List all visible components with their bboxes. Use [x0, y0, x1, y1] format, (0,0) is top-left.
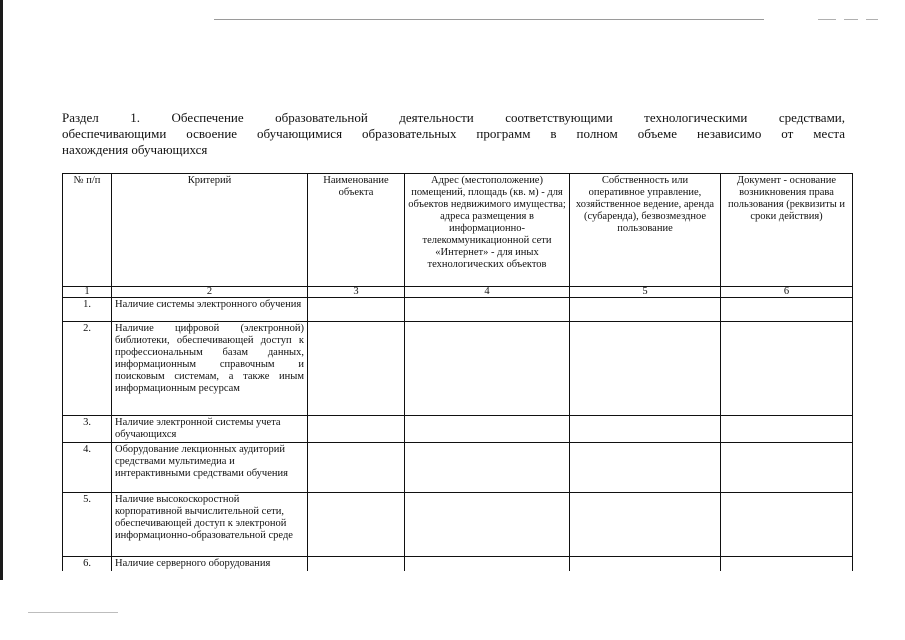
- row-number: 3.: [63, 416, 112, 443]
- header-ownership: Собственность или оперативное управление, хозяйственное ведение, аренда (субаренда), безвозмездное пользование: [570, 174, 721, 287]
- table-row: [63, 298, 853, 322]
- table-row: [63, 443, 853, 493]
- row-criterion: Наличие системы электронного обучения: [112, 298, 308, 322]
- row-criterion: Наличие электронной системы учета обучающихся: [112, 416, 308, 443]
- cell-empty: [570, 322, 721, 416]
- header-criterion: Критерий: [112, 174, 308, 287]
- column-number: 1: [63, 287, 112, 298]
- column-number: 6: [721, 287, 853, 298]
- cell-empty: [308, 557, 405, 572]
- table-row: [63, 416, 853, 443]
- section-heading-line: Раздел 1. Обеспечение образовательной деятельности соответствующими технологическими средствами,: [62, 110, 845, 125]
- column-number: 5: [570, 287, 721, 298]
- column-numbers-row: [63, 287, 853, 298]
- cell-empty: [570, 298, 721, 322]
- scan-top-line: [214, 19, 764, 20]
- cell-empty: [308, 416, 405, 443]
- section-heading-line: нахождения обучающихся: [62, 142, 208, 157]
- header-address: Адрес (местоположение) помещений, площадь (кв. м) - для объектов недвижимого имущества; адреса размещения в информационно-телекоммуникационной сети «Интернет» - для иных технологических объектов: [405, 174, 570, 287]
- cell-empty: [405, 322, 570, 416]
- scan-top-dash: [844, 19, 858, 20]
- cell-empty: [308, 493, 405, 557]
- cell-empty: [721, 493, 853, 557]
- cell-empty: [405, 298, 570, 322]
- row-number: 1.: [63, 298, 112, 322]
- cell-empty: [570, 443, 721, 493]
- scan-top-dash: [818, 19, 836, 20]
- row-number: 4.: [63, 443, 112, 493]
- cell-empty: [721, 443, 853, 493]
- scan-top-dash: [866, 19, 878, 20]
- section-heading-line: обеспечивающими освоение обучающимися образовательных программ в полном объеме независимо от места: [62, 126, 845, 141]
- scan-left-edge: [0, 0, 3, 580]
- row-criterion: Наличие цифровой (электронной) библиотеки, обеспечивающей доступ к профессиональным базам данных, информационным справочным и поисковым системам, а также иным информационным ресурсам: [112, 322, 308, 416]
- cell-empty: [570, 493, 721, 557]
- column-number: 2: [112, 287, 308, 298]
- column-number: 3: [308, 287, 405, 298]
- table-row: [63, 322, 853, 416]
- row-number: 5.: [63, 493, 112, 557]
- tech-means-table: [62, 173, 853, 571]
- cell-empty: [405, 416, 570, 443]
- header-object-name: Наименование объекта: [308, 174, 405, 287]
- cell-empty: [405, 493, 570, 557]
- table-row: [63, 557, 853, 572]
- cell-empty: [721, 557, 853, 572]
- cell-empty: [721, 322, 853, 416]
- header-num: № п/п: [63, 174, 112, 287]
- cell-empty: [570, 416, 721, 443]
- scan-bottom-mark: [28, 612, 118, 613]
- cell-empty: [570, 557, 721, 572]
- cell-empty: [721, 298, 853, 322]
- row-number: 2.: [63, 322, 112, 416]
- cell-empty: [405, 443, 570, 493]
- section-heading: [62, 110, 845, 158]
- table-row: [63, 493, 853, 557]
- row-criterion: Наличие серверного оборудования: [112, 557, 308, 572]
- cell-empty: [405, 557, 570, 572]
- cell-empty: [308, 298, 405, 322]
- table-header-row: [63, 174, 853, 287]
- column-number: 4: [405, 287, 570, 298]
- cell-empty: [308, 443, 405, 493]
- row-number: 6.: [63, 557, 112, 572]
- header-document: Документ - основание возникновения права пользования (реквизиты и сроки действия): [721, 174, 853, 287]
- row-criterion: Наличие высокоскоростной корпоративной вычислительной сети, обеспечивающей доступ к электроной информационно-образовательной среде: [112, 493, 308, 557]
- cell-empty: [721, 416, 853, 443]
- row-criterion: Оборудование лекционных аудиторий средствами мультимедиа и интерактивными средствами обучения: [112, 443, 308, 493]
- cell-empty: [308, 322, 405, 416]
